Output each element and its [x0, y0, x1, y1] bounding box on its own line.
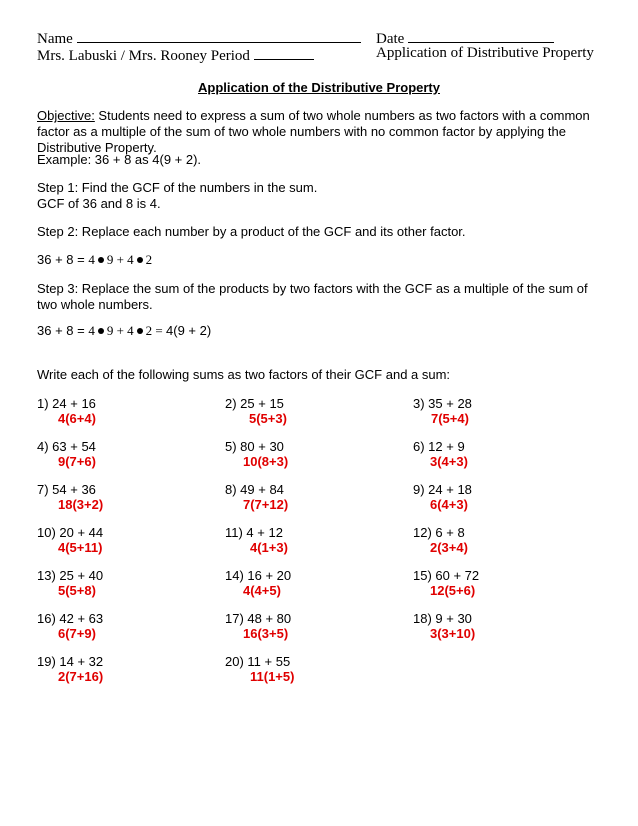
problem-answer: 18(3+2) — [58, 497, 104, 512]
problem-answer: 4(1+3) — [250, 540, 288, 555]
problem-answer: 4(4+5) — [243, 583, 281, 598]
problem-question: 6) 12 + 9 — [413, 439, 465, 454]
problem-item — [413, 525, 468, 555]
step2-text: Step 2: Replace each number by a product of the GCF and its other factor. — [37, 224, 466, 239]
teacher-period-label: Mrs. Labuski / Mrs. Rooney Period — [37, 48, 250, 64]
problem-question: 7) 54 + 36 — [37, 482, 96, 497]
problem-question: 3) 35 + 28 — [413, 396, 472, 411]
multiply-dot-icon — [98, 328, 104, 334]
step2-lhs: 36 + 8 = — [37, 252, 89, 267]
instructions: Write each of the following sums as two factors of their GCF and a sum: — [37, 367, 451, 382]
step2-factor-a: 4 — [88, 252, 95, 267]
step3-text: Step 3: Replace the sum of the products by two factors with the GCF as a multiple of the sum of two whole numbers. — [37, 281, 588, 312]
name-blank[interactable] — [77, 28, 361, 43]
problem-question: 9) 24 + 18 — [413, 482, 472, 497]
problem-item — [37, 525, 103, 555]
step3-factor-b: 9 + 4 — [106, 323, 134, 338]
problem-item — [37, 654, 103, 684]
period-blank[interactable] — [254, 45, 314, 60]
step3-math — [37, 323, 211, 339]
problem-answer: 10(8+3) — [243, 454, 289, 469]
problem-question: 19) 14 + 32 — [37, 654, 104, 669]
problem-answer: 6(4+3) — [430, 497, 468, 512]
objective-example: Example: 36 + 8 as 4(9 + 2). — [37, 152, 202, 167]
problem-item — [413, 611, 475, 641]
objective-text: Students need to express a sum of two whole numbers as two factors with a common factor as a multiple of the sum of two whole numbers with no common factor by applying the Distributive Property. — [37, 108, 590, 155]
problem-item — [225, 396, 287, 426]
problem-question: 8) 49 + 84 — [225, 482, 284, 497]
problem-answer: 9(7+6) — [58, 454, 96, 469]
problem-answer: 11(1+5) — [250, 669, 295, 684]
multiply-dot-icon — [98, 257, 104, 263]
problem-question: 4) 63 + 54 — [37, 439, 96, 454]
problem-answer: 2(7+16) — [58, 669, 104, 684]
objective-paragraph — [37, 108, 597, 156]
teacher-period-line — [37, 45, 314, 65]
problem-question: 12) 6 + 8 — [413, 525, 465, 540]
step3-factor-c: 2 = — [145, 323, 167, 338]
problem-item — [413, 396, 472, 426]
problem-item — [37, 611, 103, 641]
problem-answer: 7(5+4) — [431, 411, 469, 426]
problem-question: 16) 42 + 63 — [37, 611, 104, 626]
problem-question: 1) 24 + 16 — [37, 396, 96, 411]
step1-line2: GCF of 36 and 8 is 4. — [37, 196, 161, 211]
problem-item — [37, 396, 96, 426]
problem-item — [225, 654, 294, 684]
problem-item — [225, 568, 291, 598]
objective-label: Objective: — [37, 108, 95, 123]
doc-topic: Application of Distributive Property — [376, 45, 594, 61]
problem-answer: 12(5+6) — [430, 583, 476, 598]
problem-question: 2) 25 + 15 — [225, 396, 284, 411]
problem-question: 13) 25 + 40 — [37, 568, 104, 583]
problem-item — [413, 439, 468, 469]
name-label: Name — [37, 31, 73, 47]
problem-answer: 5(5+3) — [249, 411, 287, 426]
page-title: Application of the Distributive Property — [198, 80, 440, 95]
problem-item — [37, 482, 103, 512]
problem-answer: 4(6+4) — [58, 411, 96, 426]
multiply-dot-icon — [137, 257, 143, 263]
step2-factor-b: 9 + 4 — [106, 252, 134, 267]
problem-item — [413, 482, 472, 512]
problem-answer: 16(3+5) — [243, 626, 289, 641]
problem-answer: 3(4+3) — [430, 454, 468, 469]
problem-item — [225, 611, 291, 641]
problem-question: 10) 20 + 44 — [37, 525, 104, 540]
step2-math — [37, 252, 152, 268]
problem-item — [37, 568, 103, 598]
step3-result: 4(9 + 2) — [166, 323, 212, 338]
problem-question: 15) 60 + 72 — [413, 568, 480, 583]
problem-item — [37, 439, 96, 469]
problem-answer: 6(7+9) — [58, 626, 96, 641]
problem-question: 14) 16 + 20 — [225, 568, 292, 583]
step1-line1: Step 1: Find the GCF of the numbers in the sum. — [37, 180, 318, 195]
problem-answer: 5(5+8) — [58, 583, 96, 598]
step3-factor-a: 4 — [88, 323, 95, 338]
problem-question: 18) 9 + 30 — [413, 611, 472, 626]
problem-item — [225, 482, 288, 512]
problem-answer: 4(5+11) — [58, 540, 103, 555]
problem-item — [225, 439, 288, 469]
problem-answer: 3(3+10) — [430, 626, 476, 641]
problem-question: 11) 4 + 12 — [225, 525, 283, 540]
date-label: Date — [376, 31, 405, 47]
step2-factor-c: 2 — [145, 252, 153, 267]
step3-lhs: 36 + 8 = — [37, 323, 89, 338]
problem-question: 5) 80 + 30 — [225, 439, 284, 454]
multiply-dot-icon — [137, 328, 143, 334]
problem-question: 20) 11 + 55 — [225, 654, 291, 669]
date-blank[interactable] — [408, 28, 554, 43]
problem-question: 17) 48 + 80 — [225, 611, 292, 626]
problem-answer: 7(7+12) — [243, 497, 289, 512]
problem-item — [413, 568, 479, 598]
problem-answer: 2(3+4) — [430, 540, 468, 555]
problem-item — [225, 525, 288, 555]
